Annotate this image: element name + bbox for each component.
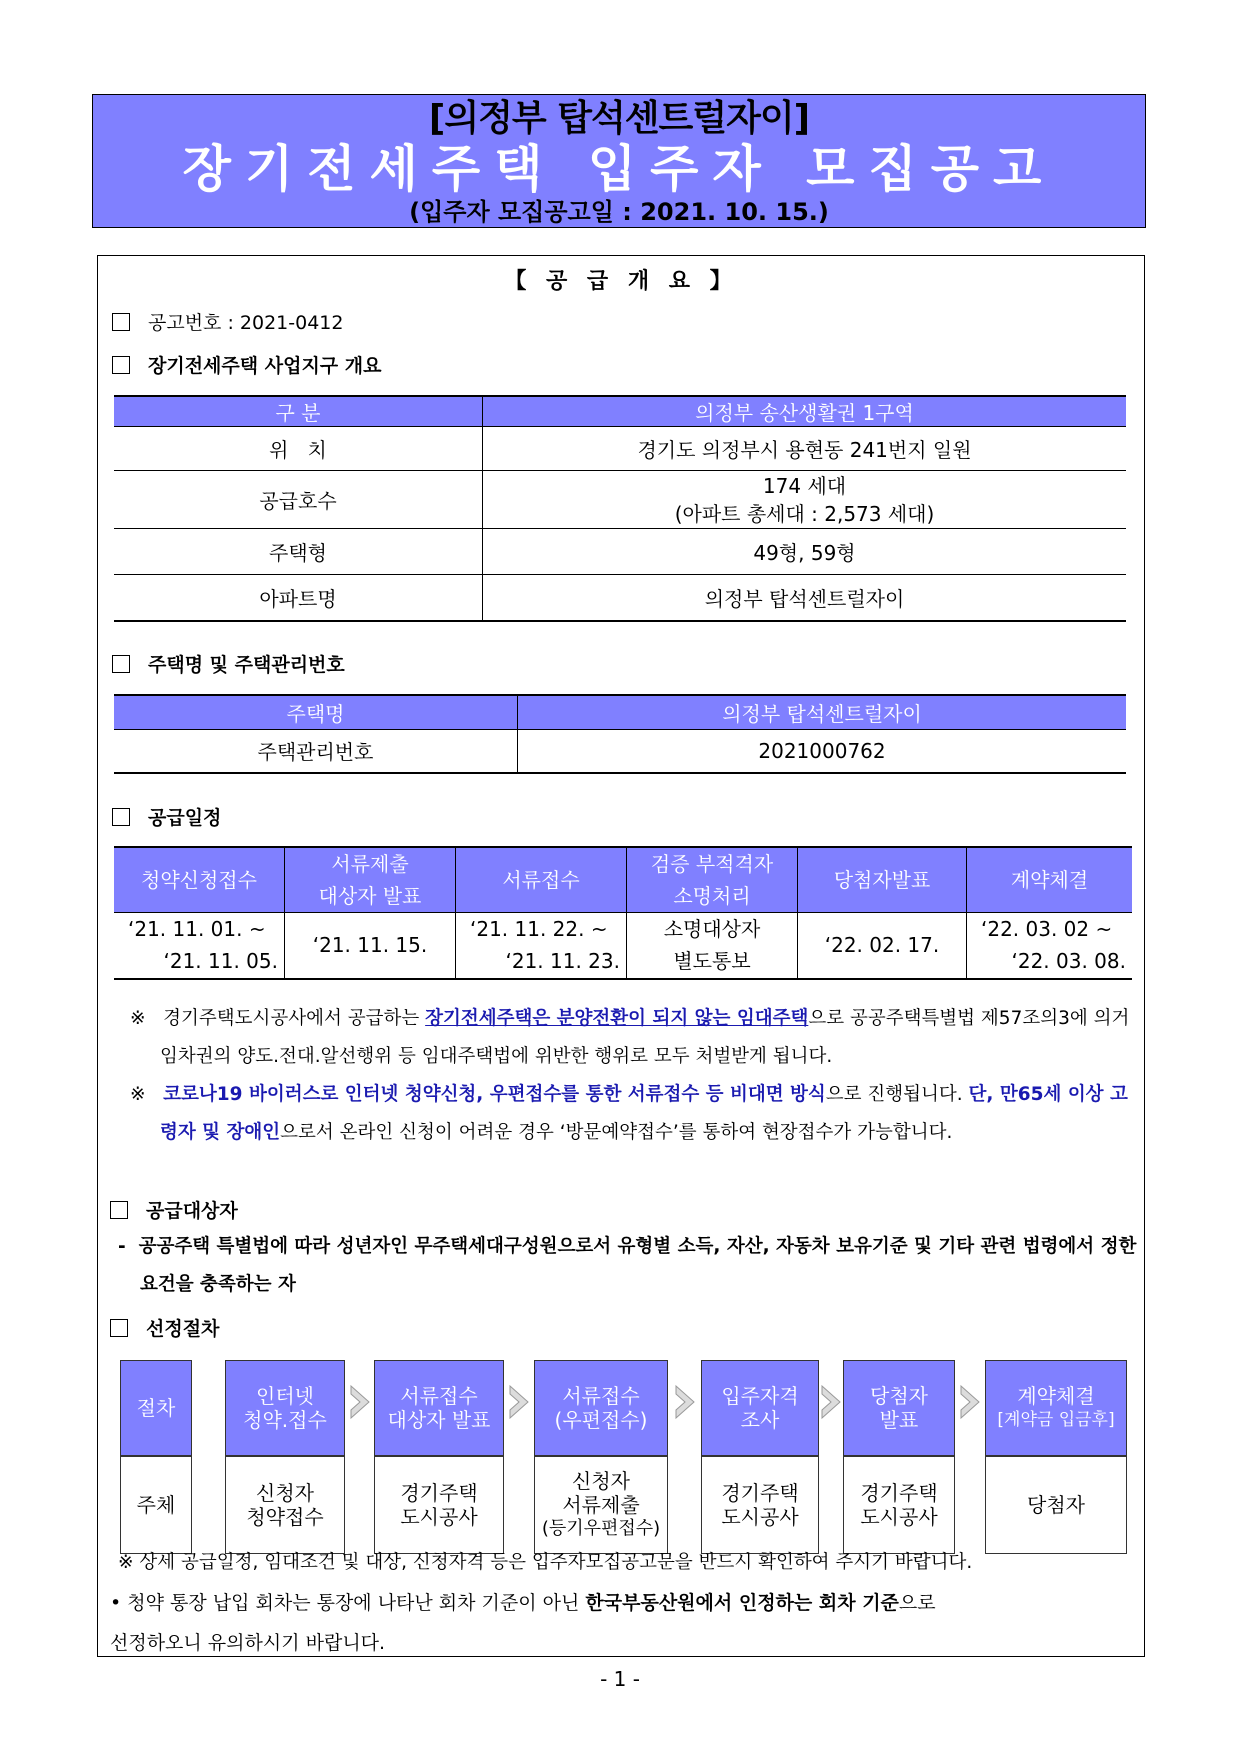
table-header-cell: 주택명 [114,695,518,729]
schedule-table [114,846,1132,980]
title-line3: (입주자 모집공고일 : 2021. 10. 15.) [409,198,829,226]
chevron-right-icon [959,1384,981,1420]
checkbox-icon [110,1201,128,1219]
flow-step-6: 계약체결 [계약금 입금후] [985,1360,1127,1456]
checkbox-icon [110,1319,128,1337]
table-header-cell: 의정부 송산생활권 1구역 [483,396,1127,427]
schedule-header-cell: 서류접수 [456,847,627,913]
flow-actor-1: 신청자 청약접수 [225,1456,345,1554]
flow-label-actor: 주체 [120,1456,192,1554]
target-text: - 공공주택 특별법에 따라 성년자인 무주택세대구성원으로서 유형별 소득, 자산, 자동차 보유기준 및 기타 관련 법령에서 정한 요건을 충족하는 자 [118,1236,1137,1295]
note-2: ※ 코로나19 바이러스로 인터넷 청약신청, 우편접수를 통한 서류접수 등 비대면 방식으로 진행됩니다. 단, 만65세 이상 고령자 및 장애인으로서 온라인 신청이 어려운 경우 ‘방문예약접수’를 통하여 현장접수가 가능합니다. [130,1084,1128,1143]
table-value: 174 세대 (아파트 총세대 : 2,573 세대) [483,471,1127,529]
flow-step-1: 인터넷 청약.접수 [225,1360,345,1456]
chevron-right-icon [349,1384,371,1420]
table-value: 49형, 59형 [483,529,1127,575]
flow-step-5: 당첨자 발표 [843,1360,955,1456]
schedule-heading: 공급일정 [112,803,221,830]
notice-number: 공고번호 : 2021-0412 [112,308,343,335]
chevron-right-icon [508,1384,530,1420]
checkbox-icon [112,313,130,331]
table-value: 경기도 의정부시 용현동 241번지 일원 [483,427,1127,471]
table-label: 공급호수 [114,471,483,529]
checkbox-icon [112,655,130,673]
district-heading: 장기전세주택 사업지구 개요 [112,351,381,378]
table-value: 의정부 탑석센트럴자이 [483,575,1127,621]
footnote-2: • 청약 통장 납입 회차는 통장에 나타난 회차 기준이 아닌 한국부동산원에서 인정하는 회차 기준으로 [110,1592,936,1614]
schedule-header-cell: 서류제출 대상자 발표 [285,847,456,913]
title-line1: [의정부 탑석센트럴자이] [428,98,810,139]
table-value: 2021000762 [518,729,1127,773]
flow-actor-4: 경기주택 도시공사 [701,1456,819,1554]
flow-actor-6: 당첨자 [985,1456,1127,1554]
title-line2: 장기전세주택 입주자 모집공고 [182,140,1056,198]
flow-step-4: 입주자격 조사 [701,1360,819,1456]
checkbox-icon [112,356,130,374]
table-label: 위 치 [114,427,483,471]
housing-heading: 주택명 및 주택관리번호 [112,650,345,677]
flow-label-procedure: 절차 [120,1360,192,1456]
table-header-cell: 구 분 [114,396,483,427]
schedule-header-cell: 당첨자발표 [798,847,967,913]
page-number: - 1 - [600,1667,640,1691]
section-title: 【 공 급 개 요 】 [504,269,738,294]
flow-actor-3: 신청자 서류제출 (등기우편접수) [534,1456,668,1554]
schedule-cell: 소명대상자 별도통보 [627,913,798,979]
procedure-heading: 선정절차 [110,1314,219,1341]
note-1: ※ 경기주택도시공사에서 공급하는 장기전세주택은 분양전환이 되지 않는 임대주택으로 공공주택특별법 제57조의3에 의거 임차권의 양도.전대.알선행위 등 임대주택법에 위반한 행위로 모두 처벌받게 됩니다. [130,1008,1130,1067]
footnote-1: ※ 상세 공급일정, 임대조건 및 대상, 신청자격 등은 입주자모집공고문을 반드시 확인하여 주시기 바랍니다. [118,1552,973,1573]
flow-step-3: 서류접수 (우편접수) [534,1360,668,1456]
schedule-cell: ‘21. 11. 15. [285,913,456,979]
table-header-cell: 의정부 탑석센트럴자이 [518,695,1127,729]
housing-table [114,694,1126,774]
table-label: 주택관리번호 [114,729,518,773]
table-label: 주택형 [114,529,483,575]
schedule-header-cell: 청약신청접수 [114,847,285,913]
checkbox-icon [112,808,130,826]
title-banner [92,94,1146,228]
chevron-right-icon [674,1384,696,1420]
district-table [114,395,1126,622]
schedule-cell: ‘22. 02. 17. [798,913,967,979]
flow-step-2: 서류접수 대상자 발표 [374,1360,504,1456]
schedule-cell: ‘22. 03. 02 ~ ‘22. 03. 08. [967,913,1133,979]
table-label: 아파트명 [114,575,483,621]
schedule-cell: ‘21. 11. 01. ~ ‘21. 11. 05. [114,913,285,979]
flow-actor-2: 경기주택 도시공사 [374,1456,504,1554]
schedule-header-cell: 검증 부적격자 소명처리 [627,847,798,913]
footnote-3: 선정하오니 유의하시기 바랍니다. [110,1632,386,1654]
chevron-right-icon [820,1384,842,1420]
schedule-header-cell: 계약체결 [967,847,1133,913]
schedule-cell: ‘21. 11. 22. ~ ‘21. 11. 23. [456,913,627,979]
target-heading: 공급대상자 [110,1196,238,1223]
flow-actor-5: 경기주택 도시공사 [843,1456,955,1554]
